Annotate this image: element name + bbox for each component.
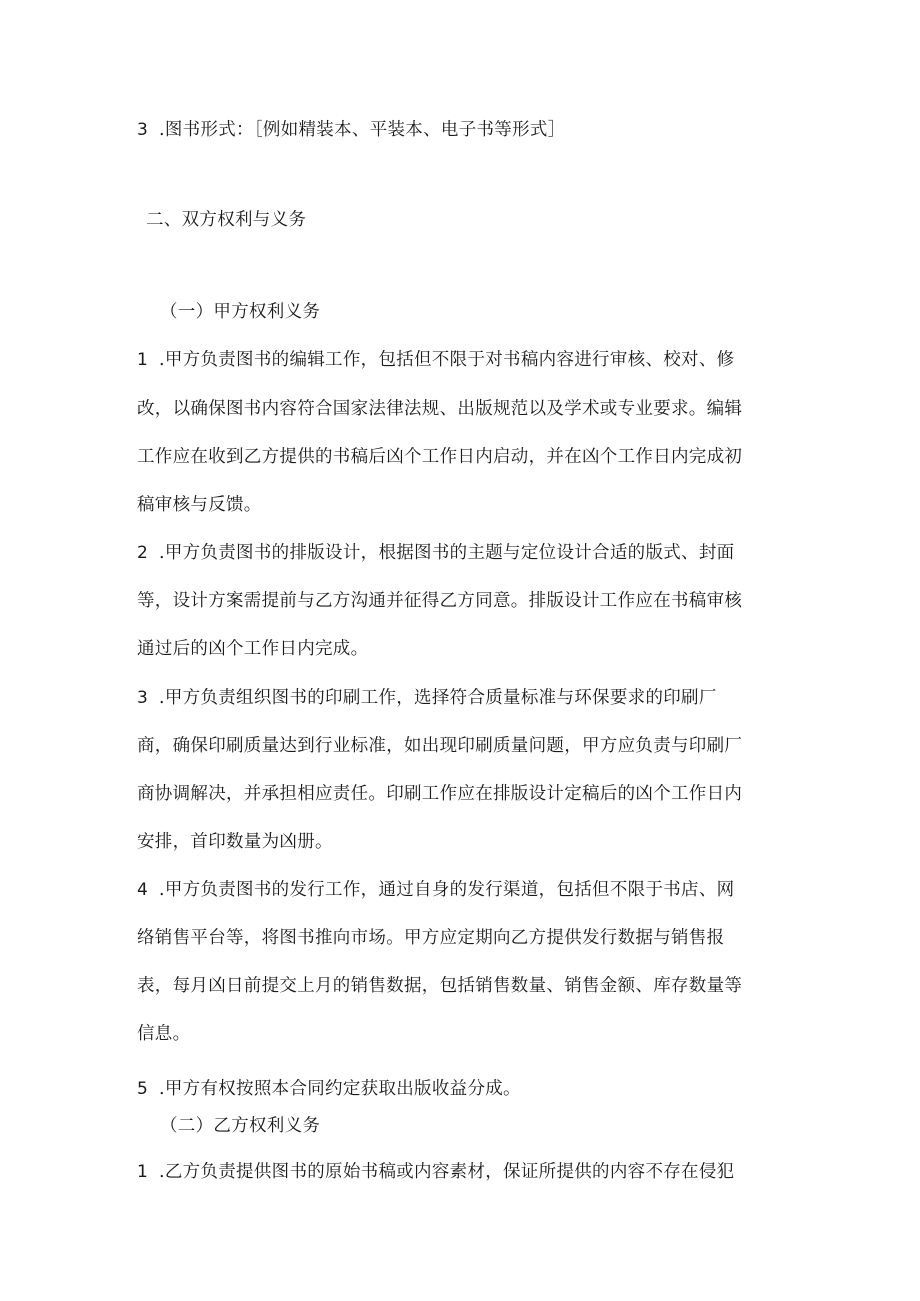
item-number: 4	[137, 880, 149, 900]
party-a-item-1-line-1	[137, 348, 734, 372]
party-a-item-2-line-2: 等，设计方案需提前与乙方沟通并征得乙方同意。排版设计工作应在书稿审核	[137, 591, 743, 611]
party-a-item-1-line-4: 稿审核与反馈。	[137, 495, 262, 515]
item-number: 1	[137, 1162, 149, 1182]
item-number: 3	[137, 120, 149, 140]
item-text: .图书形式：［例如精装本、平装本、电子书等形式］	[159, 120, 566, 140]
paragraph-text: .甲方负责图书的排版设计，根据图书的主题与定位设计合适的版式、封面	[159, 543, 735, 563]
party-a-item-3-line-1	[137, 686, 717, 710]
paragraph-text: .甲方负责图书的发行工作，通过自身的发行渠道，包括但不限于书店、网	[159, 880, 735, 900]
party-a-item-1-line-2: 改，以确保图书内容符合国家法律法规、出版规范以及学术或专业要求。编辑	[137, 399, 743, 419]
party-a-item-1-line-3: 工作应在收到乙方提供的书稿后凶个工作日内启动，并在凶个工作日内完成初	[137, 447, 743, 467]
party-b-item-1-line-1	[137, 1160, 734, 1184]
item-number: 5	[137, 1079, 149, 1099]
party-a-item-4-line-1	[137, 878, 734, 902]
party-a-item-4-line-3: 表，每月凶日前提交上月的销售数据，包括销售数量、销售金额、库存数量等	[137, 976, 743, 996]
party-a-item-2-line-1	[137, 541, 734, 565]
party-a-item-3-line-3: 商协调解决，并承担相应责任。印刷工作应在排版设计定稿后的凶个工作日内	[137, 784, 743, 804]
paragraph-text: .甲方负责组织图书的印刷工作，选择符合质量标准与环保要求的印刷厂	[159, 688, 717, 708]
party-a-item-4-line-2: 络销售平台等，将图书推向市场。甲方应定期向乙方提供发行数据与销售报	[137, 928, 725, 948]
party-a-item-3-line-2: 商，确保印刷质量达到行业标准，如出现印刷质量问题，甲方应负责与印刷厂	[137, 736, 743, 756]
party-b-heading: （二）乙方权利义务	[160, 1116, 321, 1136]
item-number: 2	[137, 543, 149, 563]
book-format-item	[137, 118, 566, 142]
paragraph-text: .乙方负责提供图书的原始书稿或内容素材，保证所提供的内容不存在侵犯	[159, 1162, 735, 1182]
paragraph-text: .甲方有权按照本合同约定获取出版收益分成。	[159, 1079, 521, 1099]
party-a-item-3-line-4: 安排，首印数量为凶册。	[137, 832, 333, 852]
party-a-item-4-line-4: 信息。	[137, 1024, 191, 1044]
party-a-heading: （一）甲方权利义务	[160, 302, 321, 322]
party-a-item-5-line-1	[137, 1077, 521, 1101]
party-a-item-2-line-3: 通过后的凶个工作日内完成。	[137, 639, 369, 659]
item-number: 3	[137, 688, 149, 708]
section-heading: 二、双方权利与义务	[146, 210, 307, 230]
item-number: 1	[137, 350, 149, 370]
paragraph-text: .甲方负责图书的编辑工作，包括但不限于对书稿内容进行审核、校对、修	[159, 350, 735, 370]
